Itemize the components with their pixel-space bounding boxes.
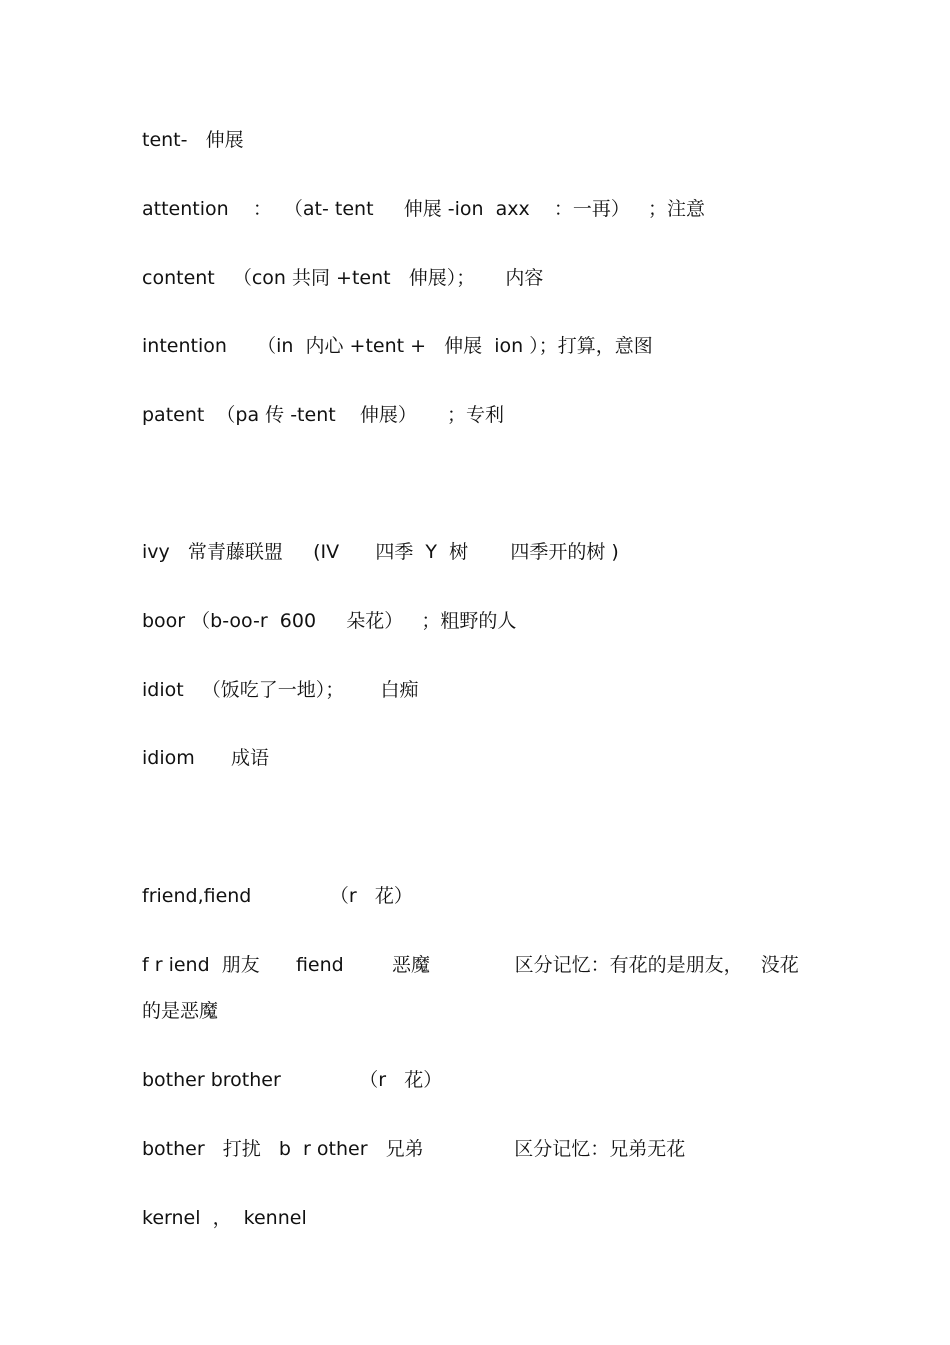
text-line-content: content （con 共同 +tent 伸展）； 内容 [142,267,544,289]
text-line-attention: attention ： （at- tent 伸展 -ion axx ：一再） ；注意 [142,198,706,220]
text-line-friend-fiend: friend,fiend （r 花） [142,885,413,907]
text-line-friend-memory: f r iend 朋友 fiend 恶魔 区分记忆：有花的是朋友， 没花 [142,954,799,976]
text-line-kernel: kernel ， kennel [142,1207,307,1229]
text-line-tent: tent- 伸展 [142,129,244,151]
text-line-ivy: ivy 常青藤联盟 (IV 四季 Y 树 四季开的树 ) [142,541,619,563]
text-line-patent: patent （pa 传 -tent 伸展） ；专利 [142,404,505,426]
text-line-bother-brother: bother brother （r 花） [142,1069,443,1091]
text-line-idiom: idiom 成语 [142,747,269,769]
text-line-boor: boor （b-oo-r 600 朵花） ；粗野的人 [142,610,517,632]
text-line-bother-memory: bother 打扰 b r other 兄弟 区分记忆：兄弟无花 [142,1138,686,1160]
text-line-idiot: idiot （饭吃了一地）； 白痴 [142,679,419,701]
text-line-intention: intention （in 内心 +tent + 伸展 ion ）；打算，意图 [142,335,653,357]
text-line-friend-memory-cont: 的是恶魔 [142,1000,219,1022]
